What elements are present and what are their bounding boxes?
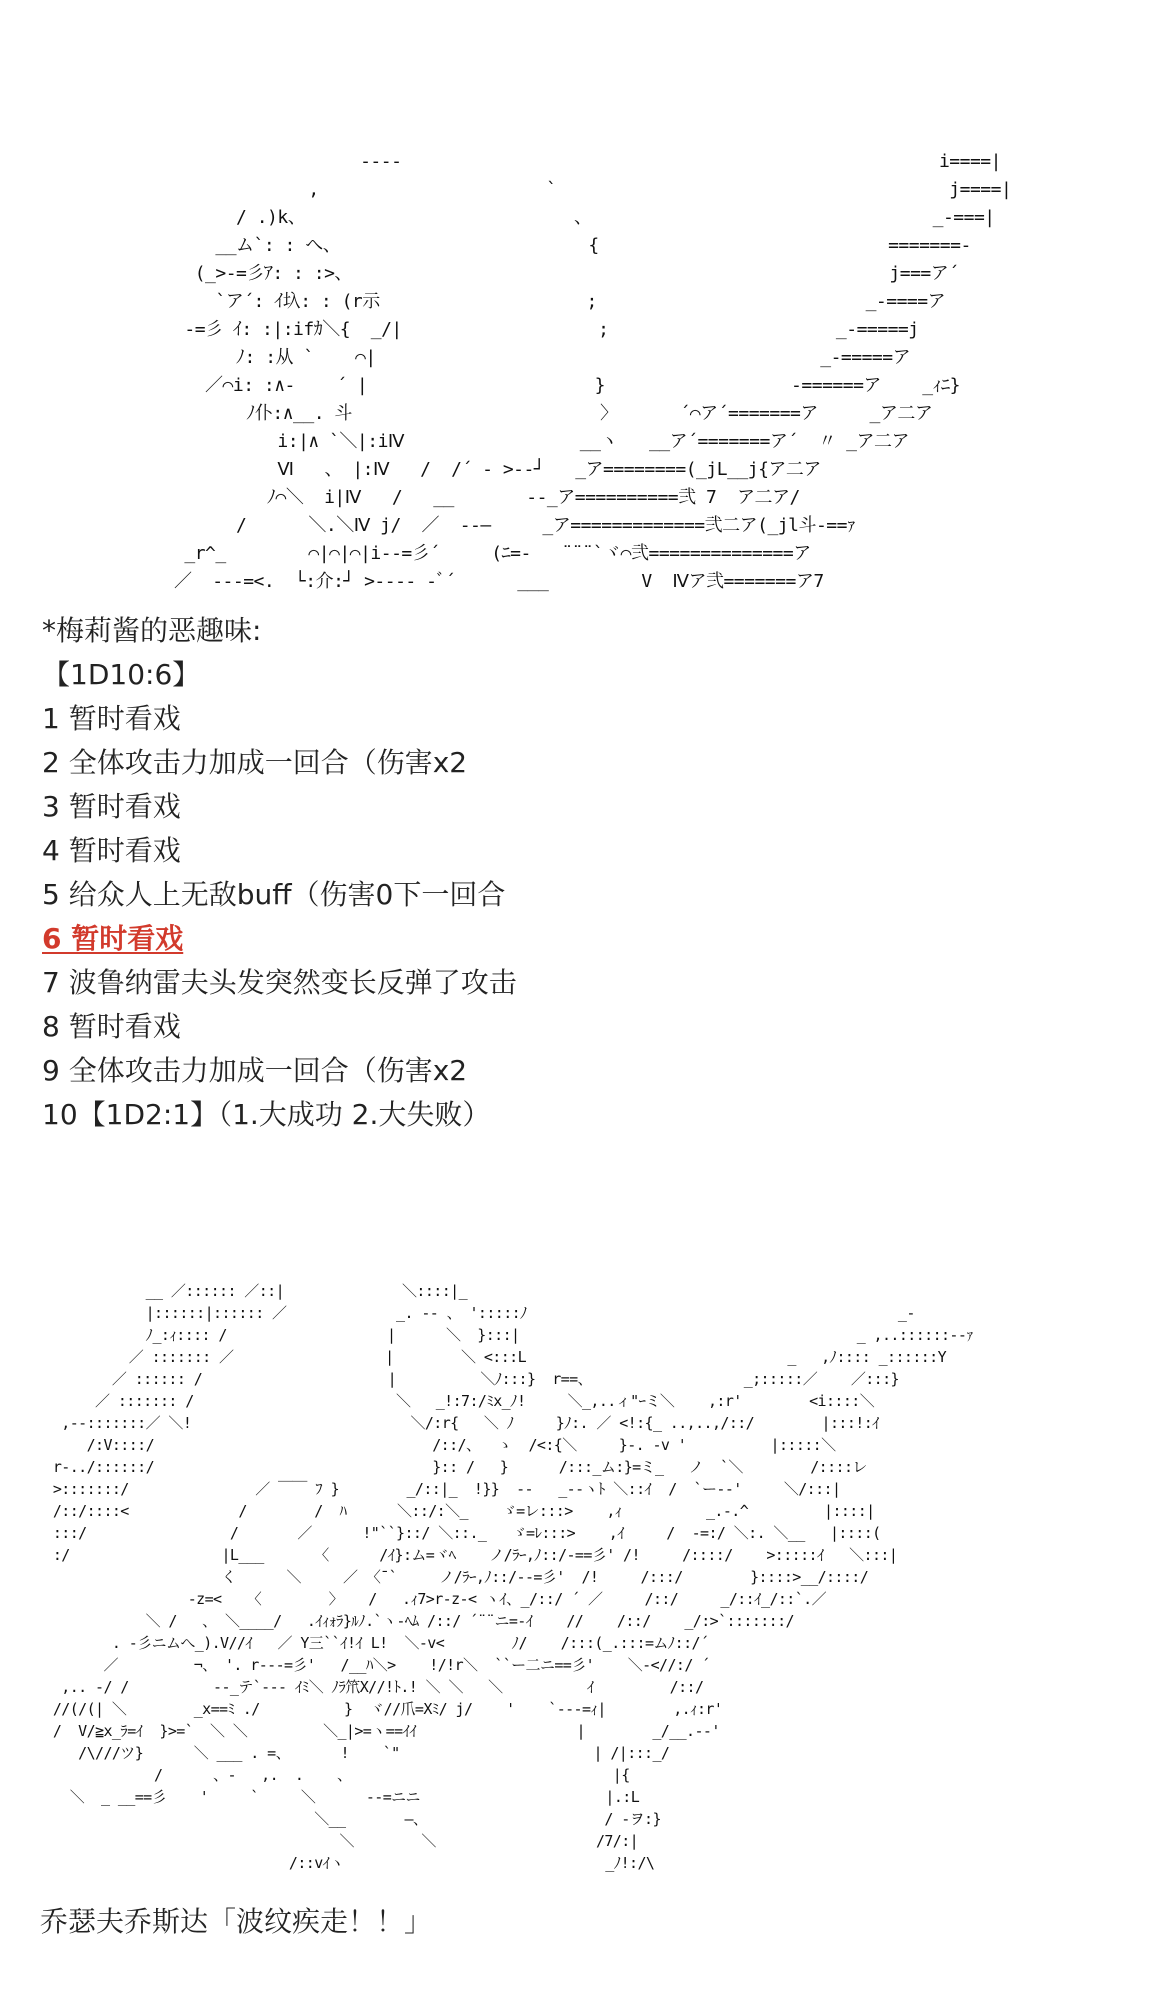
ascii-art-bottom-line: ＼ ＼ /7/:|: [36, 1832, 639, 1850]
ascii-art-bottom-line: -z=< 〈 〉 / .ｨ7>r-z-< ヽｲ、_/::/ ´ ／ /::/ _/::ｲ_/::`.／: [36, 1590, 826, 1608]
ascii-art-bottom-line: ＼__ ―、 / -ヲ:}: [36, 1810, 661, 1828]
ascii-art-bottom-line: ／ ::::::: / ＼ _!:7:/ﾐx_ﾉ! ＼_,..ィ"ｰミ＼ ,:r' <i::::＼: [36, 1392, 875, 1410]
ascii-art-bottom-line: ／ :::::: / | ＼ﾉ:::} r==、 _;:::::／ ／:::}: [36, 1370, 899, 1388]
ascii-art-bottom-line: ,--:::::::／ ＼! ＼/:r{ ＼ ﾉ }ﾉ:. ／ <!:{_ ..,..,/::/ |:::!:ｲ: [36, 1414, 880, 1432]
ascii-art-bottom-line: ＼ _ __==彡 ' ` ＼ --=ニニ |.:L: [36, 1788, 640, 1806]
ascii-art-top-line: (_>-=彡ｱ: : :>、 j===ア´: [112, 263, 959, 284]
ascii-art-top-line: i:|∧ `＼|:iⅣ __ヽ __ア´=======ア´ 〃 _ア二ア: [112, 431, 909, 452]
ascii-art-bottom-line: __ ／:::::: ／::| ＼::::|_: [36, 1282, 468, 1300]
dice-result-highlighted: 6 暂时看戏: [42, 922, 184, 955]
ascii-art-bottom-line: r-../::::::/ }:: / } /:::_ム:}=ミ_ ノ `＼ /::::レ: [36, 1458, 867, 1476]
dice-result-line: 2 全体攻击力加成一回合（伤害x2: [42, 746, 468, 779]
ascii-art-bottom-line: ／ ¬、 '. r---=彡' /__ﾊ＼> !/!r＼ ``ー二ニ==彡' ＼-<//:/ ´: [36, 1656, 710, 1674]
ascii-art-top-line: __ム`: : へ、 { =======-: [112, 235, 971, 256]
ascii-art-top-line: Ⅵ 、 |:Ⅳ / /´ - >--┘ _ア========(_jL__j{ア二ア: [112, 459, 821, 480]
ascii-art-top-line: / ＼.＼Ⅳ j/ ／ ‐-― _ア=============弐二ア(_jl斗-==ｧ: [112, 515, 856, 536]
ascii-art-bottom-line: [36, 1874, 1116, 1876]
ascii-art-bottom-line: :::/ / ／ !"``}::/ ＼::._ ゞ=ﾚ:::> ,ｲ / -=:/ ＼:. ＼__ |::::(: [36, 1524, 881, 1542]
ascii-art-bottom-line: /::vｲヽ _ﾉ!:/\: [36, 1854, 655, 1872]
ascii-art-bottom-line: ／ ::::::: ／ | ＼ <:::L _ ,ﾉ:::: _::::::Y: [36, 1348, 947, 1366]
dice-result-line: 3 暂时看戏: [42, 790, 181, 823]
ascii-art-top-line: ---- i====|: [112, 151, 1001, 172]
ascii-art-top-line: ／⌒i: :∧- ´ | } -======ア _ｨﾆ}: [112, 375, 960, 396]
dice-result-line: 1 暂时看戏: [42, 702, 181, 735]
ascii-art-bottom-line: . -彡ニムへ_).V//ｲ ／ Y三``ｲ!ｲ L! ＼-v< ﾉ/ /:::(_.:::=ムﾉ::/´: [36, 1634, 709, 1652]
dice-result-line: 8 暂时看戏: [42, 1010, 181, 1043]
dice-result-line: 5 给众人上无敌buff（伤害0下一回合: [42, 878, 506, 911]
ascii-art-top-line: ﾉ: :从 ` ⌒| _-=====ア: [112, 347, 911, 368]
ascii-art-top-line: -=彡 ｲ: :|:ifｶ＼{ _/| ; _-=====j: [112, 319, 919, 340]
ascii-art-top-line: ﾉ仆:∧__. 斗 〉 ´⌒ア´=======ア _ア二ア: [112, 403, 933, 424]
ascii-art-top-line: `ア´: ｲ圦: : (r示 ; _-====ア: [112, 291, 946, 312]
ascii-art-bottom-line: く ＼ ／ 〈¯` ノ/ﾗｰ,ﾉ::/--=彡' /! /:::/ }::::>__/::::/: [36, 1568, 869, 1586]
ascii-art-top: [112, 148, 1052, 596]
caption-text: 乔瑟夫乔斯达「波纹疾走！！」: [40, 1905, 433, 1938]
ascii-art-top-line: ﾉ⌒＼ i|Ⅳ / __ --_ア==========弐 7 ア二ア/: [112, 487, 800, 508]
ascii-art-bottom-line: ,.. -/ / --_テ`‐-- ｲﾐ＼ ﾉﾗ笊X//!ﾄ.! ＼ ＼ ＼ ｲ /::/: [36, 1678, 704, 1696]
ascii-art-bottom-line: / 、- ,. . 、 |{: [36, 1766, 630, 1784]
ascii-art-top-line: , ` j====|: [112, 179, 1012, 200]
ascii-art-bottom-line: ﾉ_:ｨ:::: / | ＼ }:::| _ ,..::::::--ｧ: [36, 1326, 974, 1344]
dice-result-line: 9 全体攻击力加成一回合（伤害x2: [42, 1054, 468, 1087]
dice-result-list: [42, 609, 1122, 1137]
ascii-art-bottom: [36, 1280, 1116, 1876]
ascii-art-bottom-line: //(/(| ＼ _x==ﾐ ./ } ヾ//爪=Xﾐ/ j/ ' `‐--=ｨ| ,.ｨ:r': [36, 1700, 723, 1718]
ascii-art-bottom-line: :/ |L___ 〈 /ｲ}:ム=ヾﾍ ノ/ﾗｰ,ﾉ::/-==彡' /! /::::/ >:::::ｲ ＼:::|: [36, 1546, 898, 1564]
ascii-art-bottom-line: >:::::::/ ／ ￣￣ ﾌ } _/::|_ !}} -- _--ヽﾄ ＼::ｲ / `ー--' ＼/:::|: [36, 1480, 841, 1498]
dice-result-line: 7 波鲁纳雷夫头发突然变长反弹了攻击: [42, 966, 517, 999]
ascii-art-bottom-line: |::::::|:::::: ／ _. -- 、 ':::::ﾉ _-: [36, 1304, 915, 1322]
ascii-art-top-line: / .)k、 、 _-===|: [112, 207, 995, 228]
ascii-art-top-line: _r^_ ⌒|⌒|⌒|i--=彡´ (ﾆ=- ¨¨¨`ヾ⌒弐==============ア: [112, 543, 811, 564]
ascii-art-bottom-line: /:V::::/ /::/、 ゝ /<:{＼ }-. -v ' |:::::＼: [36, 1436, 836, 1454]
dice-result-line: 【1D10:6】: [42, 658, 201, 691]
ascii-art-bottom-line: /\///ツ} ＼ ___ . =、 ! `" | /|:::_/: [36, 1744, 670, 1762]
dice-result-line: *梅莉酱的恶趣味:: [42, 614, 262, 647]
ascii-art-bottom-line: / V/≧x_ﾗ=ｲ }>=` ＼ ＼ ＼_|>=ヽ==ｲｲ | _/__.--': [36, 1722, 720, 1740]
dice-result-line: 4 暂时看戏: [42, 834, 181, 867]
ascii-art-top-line: ／ ---=<. └:介:┘ >---- ‐ﾞ´ ___ V Ⅳア弐=======ア7: [112, 571, 824, 592]
ascii-art-bottom-line: /::/::::< / / ﾊ ＼::/:＼_ ゞ=レ:::> ,ｨ _.-.^ |::::|: [36, 1502, 875, 1520]
dice-result-line: 10【1D2:1】（1.大成功 2.大失败）: [42, 1098, 491, 1131]
ascii-art-bottom-line: ＼ / 、 ＼____/ .ｲｨｫﾗ}ﾙﾉ.`ヽ-ﾍﾑ /::/ ´¨¨ニ=-ｲ // /::/ _/:>`:::::::/: [36, 1612, 794, 1630]
